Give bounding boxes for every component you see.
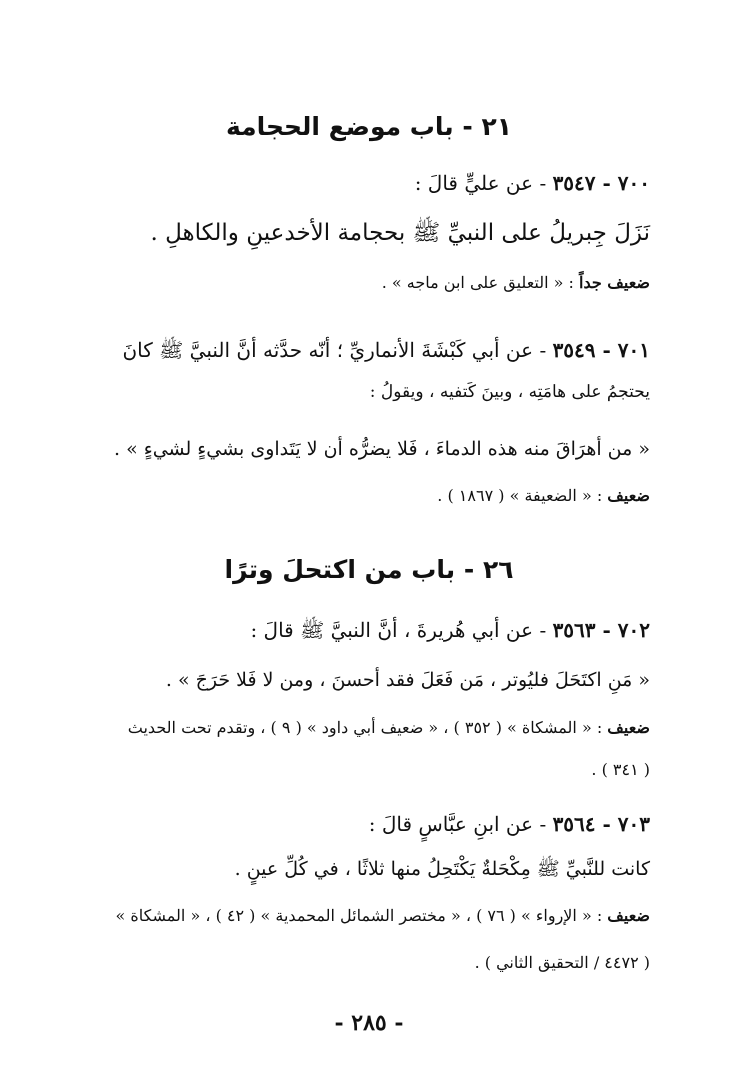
hadith-number: ٧٠٣ - ٣٥٦٤ bbox=[552, 812, 650, 836]
grade-reference: : « الإرواء » ( ٧٦ ) ، « مختصر الشمائل المحمدية » ( ٤٢ ) ، « المشكاة » bbox=[115, 906, 608, 925]
section-title-21: ٢١ - باب موضع الحجامة bbox=[225, 112, 513, 141]
hadith-702-header bbox=[82, 618, 650, 642]
grade-label: ضعيف bbox=[607, 718, 650, 737]
hadith-701-header bbox=[82, 338, 650, 362]
grade-reference: : « الضعيفة » ( ١٨٦٧ ) . bbox=[437, 486, 608, 505]
hadith-702-grade bbox=[82, 718, 650, 737]
hadith-intro: - عن عليٍّ قالَ : bbox=[414, 171, 553, 195]
hadith-702-grade-cont: ( ٣٤١ ) . bbox=[591, 760, 650, 779]
grade-reference: : « التعليق على ابن ماجه » . bbox=[381, 273, 579, 292]
hadith-703-header bbox=[82, 812, 650, 836]
hadith-701-grade bbox=[82, 486, 650, 505]
hadith-703-text: كانت للنَّبيِّ ﷺ مِكْحَلةٌ يَكْتَحِلُ منها ثلاثًا ، في كُلِّ عينٍ . bbox=[234, 858, 650, 880]
hadith-number: ٧٠١ - ٣٥٤٩ bbox=[552, 338, 650, 362]
hadith-number: ٧٠٢ - ٣٥٦٣ bbox=[552, 618, 650, 642]
hadith-number: ٧٠٠ - ٣٥٤٧ bbox=[552, 171, 650, 195]
grade-reference: : « المشكاة » ( ٣٥٢ ) ، « ضعيف أبي داود » ( ٩ ) ، وتقدم تحت الحديث bbox=[127, 718, 608, 737]
hadith-702-text: « مَنِ اكتَحَلَ فليُوتر ، مَن فَعَلَ فقد أحسنَ ، ومن لا فَلا حَرَجَ » . bbox=[165, 669, 650, 691]
grade-label: ضعيف جداً bbox=[579, 273, 650, 292]
hadith-700-grade bbox=[82, 273, 650, 292]
section-title-26: ٢٦ - باب من اكتحلَ وترًا bbox=[224, 555, 514, 584]
grade-label: ضعيف bbox=[607, 906, 650, 925]
page-number: - ٢٨٥ - bbox=[334, 1010, 404, 1036]
hadith-703-grade-cont: ( ٤٤٧٢ / التحقيق الثاني ) . bbox=[474, 953, 650, 972]
hadith-700-text: نَزَلَ جِبريلُ على النبيِّ ﷺ بحجامة الأخدعينِ والكاهلِ . bbox=[150, 220, 650, 246]
hadith-intro: - عن أبي هُريرةَ ، أنَّ النبيَّ ﷺ قالَ : bbox=[250, 618, 553, 642]
hadith-703-grade bbox=[82, 906, 650, 925]
hadith-intro: - عن ابنِ عبَّاسٍ قالَ : bbox=[368, 812, 553, 836]
hadith-701-intro-cont: يحتجمُ على هامَتِه ، وبينَ كَتفيه ، ويقولُ : bbox=[369, 382, 650, 402]
grade-label: ضعيف bbox=[607, 486, 650, 505]
hadith-intro: - عن أبي كَبْشَةَ الأنماريِّ ؛ أنّه حدَّثه أنَّ النبيَّ ﷺ كانَ bbox=[122, 338, 553, 362]
hadith-700-header bbox=[82, 171, 650, 195]
hadith-701-text: « من أهرَاقَ منه هذه الدماءَ ، فَلا يضرُّه أن لا يَتَداوى بشيءٍ لشيءٍ » . bbox=[114, 438, 650, 460]
